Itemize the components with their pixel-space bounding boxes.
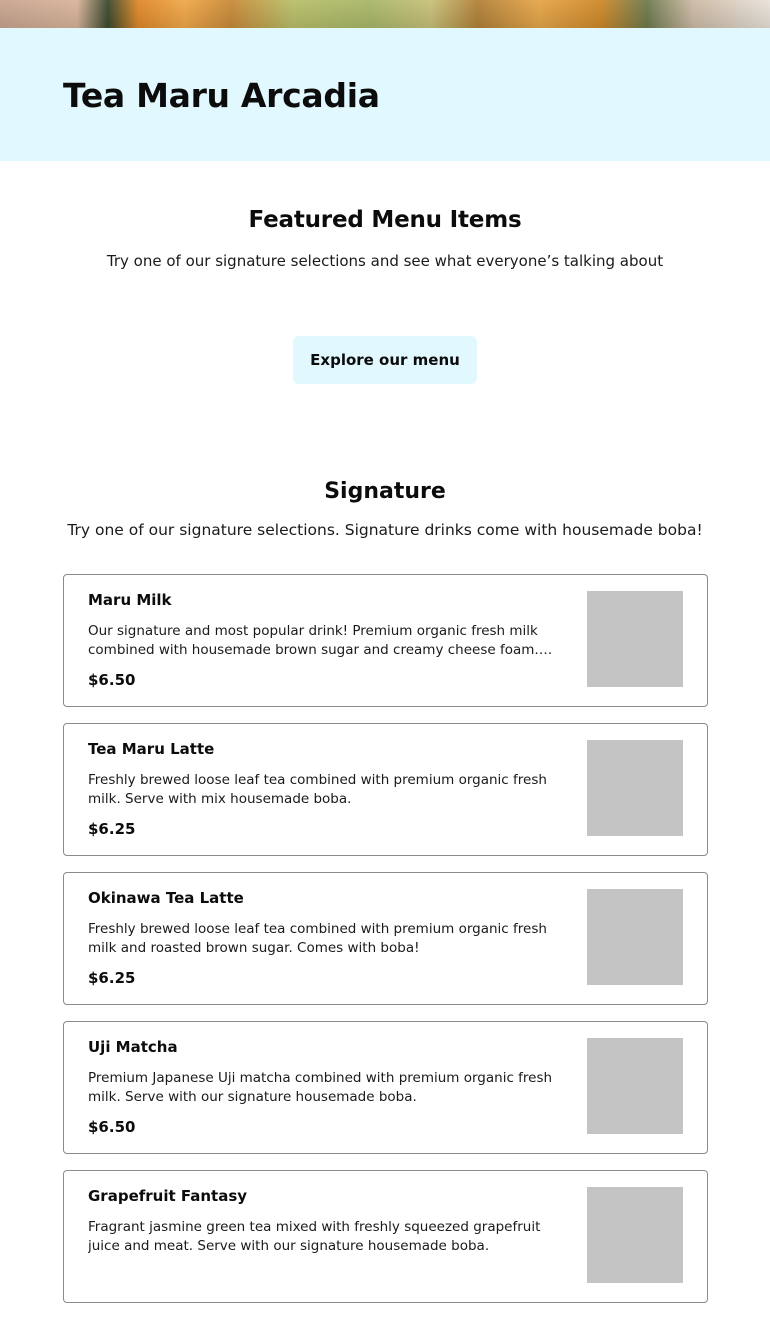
menu-item-card[interactable]	[63, 574, 708, 707]
menu-item-price: $6.25	[88, 820, 136, 838]
explore-menu-button[interactable]: Explore our menu	[293, 336, 477, 384]
menu-item-description: Freshly brewed loose leaf tea combined with premium organic fresh milk. Serve with mix housemade boba.	[88, 772, 547, 807]
menu-item-price: $6.25	[88, 969, 136, 987]
menu-item-image-placeholder	[587, 591, 683, 687]
signature-section-title: Signature	[324, 479, 446, 504]
menu-item-name: Maru Milk	[88, 591, 172, 609]
signature-menu-list	[63, 574, 708, 1319]
menu-item-description: Premium Japanese Uji matcha combined with premium organic fresh milk. Serve with our signature housemade boba.	[88, 1070, 553, 1105]
menu-item-card[interactable]	[63, 1021, 708, 1154]
menu-item-description: Freshly brewed loose leaf tea combined with premium organic fresh milk and roasted brown sugar. Comes with boba!	[88, 921, 547, 956]
menu-item-card[interactable]	[63, 1170, 708, 1303]
featured-section-title: Featured Menu Items	[248, 207, 522, 233]
menu-item-description: Fragrant jasmine green tea mixed with freshly squeezed grapefruit juice and meat. Serve with our signature housemade boba.	[88, 1219, 541, 1254]
menu-item-description: Our signature and most popular drink! Premium organic fresh milk combined with housemade brown sugar and creamy cheese foam.	[88, 623, 539, 658]
featured-section-subtitle: Try one of our signature selections and see what everyone’s talking about	[106, 252, 664, 270]
menu-item-name: Tea Maru Latte	[88, 740, 215, 758]
hero-image	[0, 0, 770, 28]
menu-item-card[interactable]	[63, 872, 708, 1005]
menu-item-image-placeholder	[587, 889, 683, 985]
menu-item-price: $6.50	[88, 1118, 136, 1136]
signature-section-subtitle: Try one of our signature selections. Signature drinks come with housemade boba!	[67, 521, 703, 539]
menu-item-image-placeholder	[587, 1038, 683, 1134]
menu-item-name: Uji Matcha	[88, 1038, 178, 1056]
menu-item-name: Grapefruit Fantasy	[88, 1187, 248, 1205]
page-title: Tea Maru Arcadia	[63, 76, 380, 115]
menu-item-image-placeholder	[587, 740, 683, 836]
store-header	[0, 28, 770, 161]
menu-item-name: Okinawa Tea Latte	[88, 889, 244, 907]
menu-item-price: $6.50	[88, 671, 136, 689]
menu-item-image-placeholder	[587, 1187, 683, 1283]
menu-item-card[interactable]	[63, 723, 708, 856]
